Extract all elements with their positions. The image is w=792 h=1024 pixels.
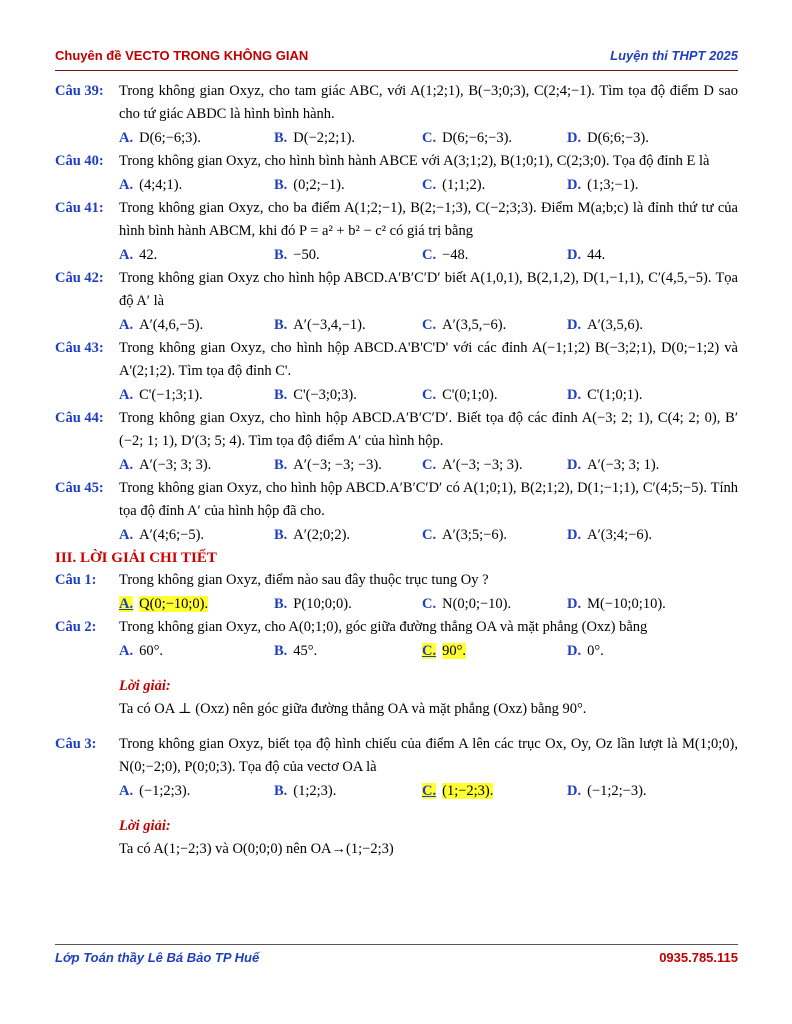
option-row: [55, 383, 738, 407]
option-indent: [55, 173, 119, 197]
option-value: (1;2;3).: [293, 783, 337, 799]
question-text: Trong không gian Oxyz, điểm nào sau đây thuộc trục tung Oy ?: [119, 572, 489, 588]
question-number: Câu 1:: [55, 572, 97, 588]
option-value: 45°.: [293, 643, 318, 659]
answer-option: [274, 383, 422, 407]
question: [55, 267, 738, 313]
option-key: B.: [274, 643, 288, 659]
answer-option: [119, 779, 274, 803]
option-key: B.: [274, 596, 288, 612]
question: [55, 569, 738, 592]
option-row: [55, 639, 738, 663]
option-key: A.: [119, 130, 134, 146]
solution-label: Lời giải:: [119, 678, 171, 694]
option-key: C.: [422, 527, 437, 543]
solution-text: Ta có A(1;−2;3) và O(0;0;0) nên OA→(1;−2;3): [119, 841, 394, 857]
answer-option: [422, 126, 567, 150]
question-text: Trong không gian Oxyz, cho A(0;1;0), góc giữa đường thẳng OA và mặt phẳng (Oxz) bằng: [119, 619, 648, 635]
solution-text: Ta có OA ⊥ (Oxz) nên góc giữa đường thẳng OA và mặt phẳng (Oxz) bằng 90°.: [119, 701, 587, 717]
question-text: Trong không gian Oxyz, cho ba điểm A(1;2;−1), B(2;−1;3), C(−2;3;3). Điểm M(a;b;c) là đỉnh thứ tư của hình bình hành ABCM, khi đó P = a² + b² − c² có giá trị bằng: [119, 200, 738, 239]
option-key: B.: [274, 177, 288, 193]
option-key: C.: [422, 130, 437, 146]
option-key: B.: [274, 783, 288, 799]
question-text: Trong không gian Oxyz, cho hình hộp ABCD.A′B′C′D′ có A(1;0;1), B(2;1;2), D(1;−1;1), C′(4;5;−5). Tính tọa độ đỉnh A′ của hình hộp đã cho.: [119, 480, 738, 519]
option-value: C'(−1;3;1).: [139, 387, 203, 403]
option-key: B.: [274, 247, 288, 263]
answer-option: [567, 523, 738, 547]
question-number: Câu 2:: [55, 619, 97, 635]
answer-option: [119, 592, 274, 616]
option-indent: [55, 383, 119, 407]
answer-option: [422, 383, 567, 407]
page-footer: [55, 944, 738, 969]
answer-option: [274, 779, 422, 803]
answer-option: [119, 523, 274, 547]
question-number: Câu 43:: [55, 340, 104, 356]
option-key: D.: [567, 130, 582, 146]
option-value: A′(3,5,6).: [587, 317, 644, 333]
answer-option: [274, 639, 422, 663]
option-value: A′(4,6,−5).: [139, 317, 204, 333]
option-value: N(0;0;−10).: [442, 596, 512, 612]
option-key: D.: [567, 317, 582, 333]
question-text: Trong không gian Oxyz, cho tam giác ABC, với A(1;2;1), B(−3;0;3), C(2;4;−1). Tìm tọa độ điểm D sao cho tứ giác ABDC là hình bình hành.: [119, 83, 738, 122]
option-key: B.: [274, 457, 288, 473]
option-value: D(6;6;−3).: [587, 130, 649, 146]
question-number: Câu 40:: [55, 153, 104, 169]
option-indent: [55, 313, 119, 337]
question-number: Câu 39:: [55, 83, 104, 99]
option-row: [55, 779, 738, 803]
option-value: (4;4;1).: [139, 177, 183, 193]
option-key: C.: [422, 783, 437, 799]
question-text: Trong không gian Oxyz, biết tọa độ hình chiếu của điểm A lên các trục Ox, Oy, Oz lần lượt là M(1;0;0), N(0;−2;0), P(0;0;3). Tọa độ của vectơ OA là: [119, 736, 738, 775]
option-value: 60°.: [139, 643, 164, 659]
option-key: A.: [119, 783, 134, 799]
option-value: 90°.: [442, 643, 467, 659]
option-indent: [55, 779, 119, 803]
option-value: (−1;2;−3).: [587, 783, 647, 799]
option-key: D.: [567, 247, 582, 263]
option-value: (0;2;−1).: [293, 177, 345, 193]
option-key: C.: [422, 247, 437, 263]
option-key: B.: [274, 527, 288, 543]
question-list: [55, 80, 738, 547]
question: [55, 197, 738, 243]
option-key: A.: [119, 317, 134, 333]
option-value: Q(0;−10;0).: [139, 596, 209, 612]
option-key: C.: [422, 387, 437, 403]
option-indent: [55, 453, 119, 477]
option-value: D(−2;2;1).: [293, 130, 356, 146]
option-value: 42.: [139, 247, 158, 263]
answer-option: [567, 639, 738, 663]
question-number: Câu 41:: [55, 200, 104, 216]
option-value: C'(−3;0;3).: [293, 387, 357, 403]
option-indent: [55, 639, 119, 663]
option-key: C.: [422, 457, 437, 473]
footer-phone: 0935.785.115: [659, 950, 738, 965]
option-value: P(10;0;0).: [293, 596, 352, 612]
option-value: A′(3;5;−6).: [442, 527, 508, 543]
solution-list: [55, 569, 738, 861]
option-value: A′(2;0;2).: [293, 527, 351, 543]
spacer: [55, 803, 738, 815]
option-key: D.: [567, 387, 582, 403]
option-value: (1;−2;3).: [442, 783, 494, 799]
option-key: C.: [422, 596, 437, 612]
answer-option: [422, 639, 567, 663]
answer-option: [119, 383, 274, 407]
question: [55, 733, 738, 779]
question: [55, 337, 738, 383]
option-key: A.: [119, 247, 134, 263]
option-value: A′(−3; −3; 3).: [442, 457, 523, 473]
option-key: D.: [567, 596, 582, 612]
option-key: B.: [274, 317, 288, 333]
option-row: [55, 313, 738, 337]
option-key: A.: [119, 387, 134, 403]
option-key: D.: [567, 527, 582, 543]
section-title: III. LỜI GIẢI CHI TIẾT: [55, 550, 217, 566]
question: [55, 616, 738, 639]
question-text: Trong không gian Oxyz, cho hình hộp ABCD.A'B'C'D' với các đỉnh A(−1;1;2) B(−3;2;1), D(0;−1;2) và A'(2;1;2). Tìm tọa độ đỉnh C'.: [119, 340, 738, 379]
answer-option: [274, 453, 422, 477]
answer-option: [567, 313, 738, 337]
question-text: Trong không gian Oxyz, cho hình hộp ABCD.A′B′C′D′. Biết tọa độ các đỉnh A(−3; 2; 1), C(4; 2; 0), B′(−2; 1; 1), D′(3; 5; 4). Tìm tọa độ điểm A′ của hình hộp.: [119, 410, 738, 449]
option-key: D.: [567, 457, 582, 473]
option-value: 0°.: [587, 643, 604, 659]
question-number: Câu 42:: [55, 270, 104, 286]
answer-option: [274, 243, 422, 267]
question-number: Câu 3:: [55, 736, 97, 752]
answer-option: [274, 592, 422, 616]
answer-option: [567, 779, 738, 803]
option-key: C.: [422, 317, 437, 333]
option-value: (1;1;2).: [442, 177, 486, 193]
question-number: Câu 45:: [55, 480, 104, 496]
option-key: D.: [567, 783, 582, 799]
option-row: [55, 173, 738, 197]
option-row: [55, 592, 738, 616]
page-header: [55, 48, 738, 71]
option-key: A.: [119, 457, 134, 473]
option-value: A′(4;6;−5).: [139, 527, 205, 543]
answer-option: [567, 453, 738, 477]
answer-option: [422, 173, 567, 197]
option-row: [55, 243, 738, 267]
option-indent: [55, 126, 119, 150]
answer-option: [567, 173, 738, 197]
solution-label: Lời giải:: [119, 818, 171, 834]
option-key: B.: [274, 130, 288, 146]
option-key: D.: [567, 177, 582, 193]
option-key: A.: [119, 527, 134, 543]
question-text: Trong không gian Oxyz cho hình hộp ABCD.A′B′C′D′ biết A(1,0,1), B(2,1,2), D(1,−1,1), C′(4,5,−5). Tọa độ A′ là: [119, 270, 738, 309]
option-value: A′(−3; 3; 1).: [587, 457, 660, 473]
option-key: C.: [422, 643, 437, 659]
option-indent: [55, 523, 119, 547]
question: [55, 80, 738, 126]
answer-option: [119, 313, 274, 337]
option-key: C.: [422, 177, 437, 193]
question: [55, 407, 738, 453]
option-value: A′(3,5,−6).: [442, 317, 507, 333]
option-value: −50.: [293, 247, 320, 263]
header-topic: Chuyên đề VECTO TRONG KHÔNG GIAN: [55, 48, 309, 63]
option-row: [55, 523, 738, 547]
option-value: −48.: [442, 247, 469, 263]
answer-option: [274, 173, 422, 197]
answer-option: [567, 383, 738, 407]
option-value: D(6;−6;−3).: [442, 130, 513, 146]
option-row: [55, 453, 738, 477]
answer-option: [274, 126, 422, 150]
answer-option: [422, 313, 567, 337]
option-value: (1;3;−1).: [587, 177, 639, 193]
option-value: A′(−3; −3; −3).: [293, 457, 382, 473]
option-key: A.: [119, 596, 134, 612]
answer-option: [119, 639, 274, 663]
option-key: A.: [119, 177, 134, 193]
option-value: M(−10;0;10).: [587, 596, 666, 612]
spacer: [55, 663, 738, 675]
option-value: C'(1;0;1).: [587, 387, 643, 403]
answer-option: [119, 243, 274, 267]
option-value: A′(−3; 3; 3).: [139, 457, 212, 473]
question-text: Trong không gian Oxyz, cho hình bình hành ABCE với A(3;1;2), B(1;0;1), C(2;3;0). Tọa độ đỉnh E là: [119, 153, 710, 169]
answer-option: [119, 126, 274, 150]
question: [55, 150, 738, 173]
option-value: A′(3;4;−6).: [587, 527, 653, 543]
header-course: Luyện thi THPT 2025: [610, 48, 738, 63]
answer-option: [274, 523, 422, 547]
answer-option: [567, 592, 738, 616]
option-indent: [55, 243, 119, 267]
answer-option: [422, 592, 567, 616]
answer-option: [119, 173, 274, 197]
option-value: 44.: [587, 247, 606, 263]
answer-option: [422, 243, 567, 267]
question-number: Câu 44:: [55, 410, 104, 426]
option-value: D(6;−6;3).: [139, 130, 201, 146]
page-content: [55, 80, 738, 861]
option-row: [55, 126, 738, 150]
option-value: (−1;2;3).: [139, 783, 191, 799]
answer-option: [422, 779, 567, 803]
question: [55, 477, 738, 523]
footer-teacher: Lớp Toán thầy Lê Bá Bảo TP Huế: [55, 950, 260, 965]
option-key: B.: [274, 387, 288, 403]
option-indent: [55, 592, 119, 616]
spacer: [55, 721, 738, 733]
answer-option: [567, 243, 738, 267]
answer-option: [119, 453, 274, 477]
option-key: D.: [567, 643, 582, 659]
answer-option: [274, 313, 422, 337]
option-value: C'(0;1;0).: [442, 387, 498, 403]
option-value: A′(−3,4,−1).: [293, 317, 366, 333]
answer-option: [422, 523, 567, 547]
answer-option: [567, 126, 738, 150]
answer-option: [422, 453, 567, 477]
option-key: A.: [119, 643, 134, 659]
